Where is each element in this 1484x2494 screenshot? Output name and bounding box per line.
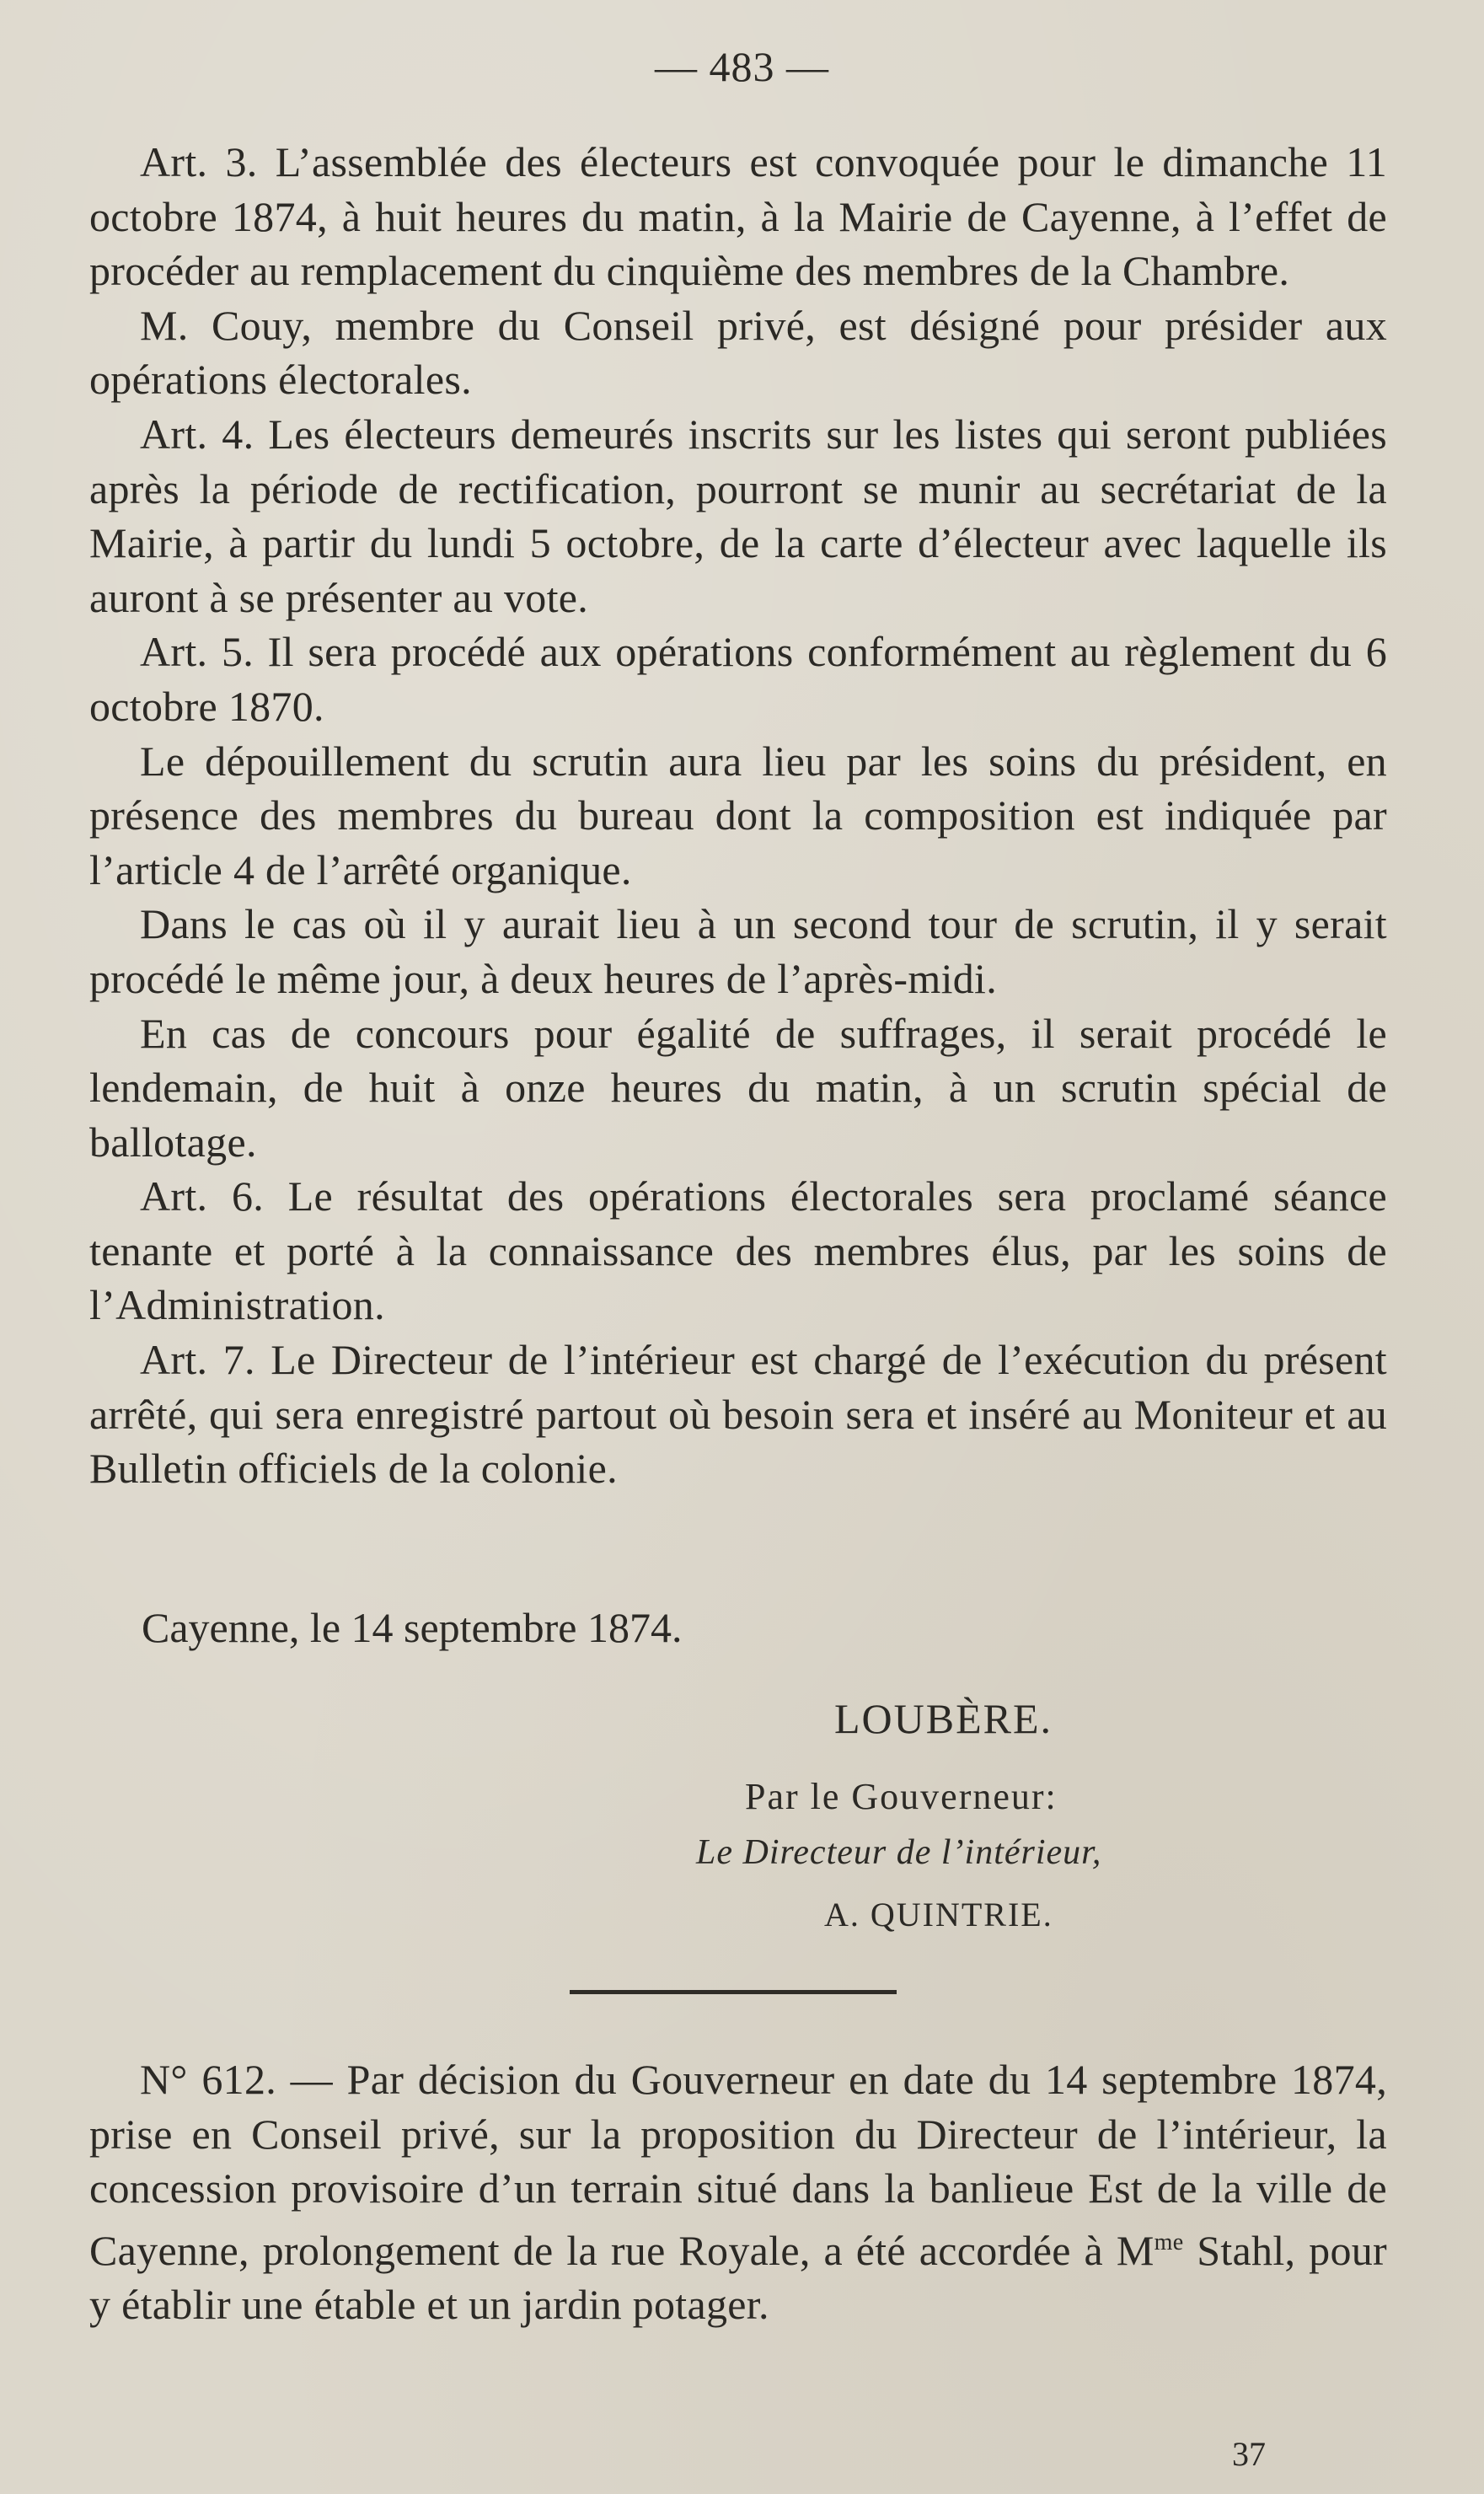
vote-counting-paragraph: Le dépouillement du scrutin aura lieu par les soins du président, en présence des membres du bureau dont la composition est indiquée par l’article 4 de l’arrêté organique. [89,737,1387,893]
governor-signature: LOUBÈRE. [834,1695,1053,1742]
article-3-paragraph: Art. 3. L’assemblée des électeurs est convoquée pour le dimanche 11 octobre 1874, à huit heures du matin, à la Mairie de Cayenne, à l’effet de procéder au remplacement du cinquième des membres de la Chambre. [89,138,1387,295]
page-number: — 483 — [655,43,829,90]
article-6-paragraph: Art. 6. Le résultat des opérations électorales sera proclamé séance tenante et porté à la connaissance des membres élus, par les soins de l’Administration. [89,1172,1387,1329]
president-designation-paragraph: M. Couy, membre du Conseil privé, est désigné pour présider aux opérations électorales. [89,301,1387,404]
countersignature: A. QUINTRIE. [824,1896,1053,1934]
section-divider [570,1990,897,1994]
date-line: Cayenne, le 14 septembre 1874. [142,1604,683,1651]
second-round-paragraph: Dans le cas où il y aurait lieu à un second tour de scrutin, il y serait procédé le même jour, à deux heures de l’après-midi. [89,900,1387,1002]
by-line: Par le Gouverneur: [745,1776,1058,1817]
article-5-paragraph: Art. 5. Il sera procédé aux opérations conformément au règlement du 6 octobre 1870. [89,628,1387,730]
title-superscript: me [1154,2229,1184,2255]
decision-text-end: Stahl, pour y établir une étable et un jardin potager. [89,2226,1387,2329]
folio-number: 37 [1232,2435,1266,2473]
tie-break-paragraph: En cas de concours pour égalité de suffrages, il serait procédé le lendemain, de huit à onze heures du matin, à un scrutin spécial de ballotage. [89,1009,1387,1166]
decree-articles [89,135,1387,1496]
decision-paragraph [89,2052,1387,2332]
decision-text-start: N° 612. — Par décision du Gouverneur en date du 14 septembre 1874, prise en Conseil privé, sur la proposition du Directeur de l’intérieur, la concession provisoire d’un terrain situé dans la banlieue Est de la ville de Cayenne, prolongement de la rue Royale, a été accordée à M [89,2056,1387,2274]
director-role: Le Directeur de l’intérieur, [696,1833,1102,1872]
article-4-paragraph: Art. 4. Les électeurs demeurés inscrits sur les listes qui seront publiées après la période de rectification, pourront se munir au secrétariat de la Mairie, à partir du lundi 5 octobre, de la carte d’électeur avec laquelle ils auront à se présenter au vote. [89,410,1387,621]
article-7-paragraph: Art. 7. Le Directeur de l’intérieur est chargé de l’exécution du présent arrêté, qui sera enregistré partout où besoin sera et inséré au Moniteur et au Bulletin officiels de la colonie. [89,1336,1387,1493]
decision-612 [89,2052,1387,2332]
